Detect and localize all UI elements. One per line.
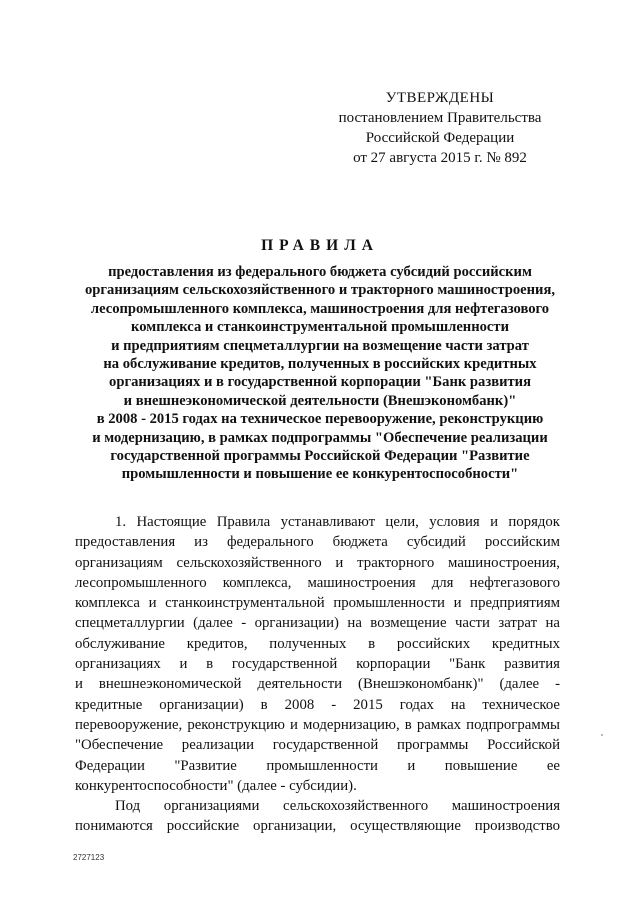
subtitle-line: промышленности и повышение ее конкурентоспособности" (121, 466, 519, 483)
subtitle-line: лесопромышленного комплекса, машиностроения для нефтегазового (90, 300, 550, 317)
subtitle-line: в 2008 - 2015 годах на техническое перевооружение, реконструкцию (96, 411, 544, 428)
document-subtitle (60, 263, 580, 484)
document-code: 2727123 (73, 853, 105, 862)
body-text (75, 512, 560, 837)
paragraph-line: 1. Настоящие Правила устанавливают цели, условия и порядок (115, 514, 560, 530)
paragraph-line: лесопромышленного комплекса, машиностроения для нефтегазового (75, 574, 560, 591)
paragraph-2 (75, 796, 560, 837)
approval-line-1: постановлением Правительства (338, 110, 542, 126)
scan-dot (601, 734, 603, 736)
paragraph-line: спецметаллургии (далее - организации) на возмещение части затрат на (75, 615, 560, 632)
subtitle-line: и внешнеэкономической деятельности (Внешэкономбанк)" (123, 392, 517, 409)
paragraph-line: организациях и в государственной корпорации "Банк развития (75, 656, 560, 673)
paragraph-line: кредитные организации) в 2008 - 2015 годах на техническое (75, 696, 560, 713)
paragraph-line: "Обеспечение реализации государственной программы Российской (75, 737, 560, 754)
subtitle-line: организациям сельскохозяйственного и тракторного машиностроения, (85, 282, 555, 299)
paragraph-line: Под организациями сельскохозяйственного машиностроения (115, 798, 560, 815)
paragraph-line: перевооружение, реконструкцию и модернизацию, в рамках подпрограммы (75, 716, 560, 733)
paragraph-line: комплекса и станкоинструментальной промышленности и предприятиям (75, 595, 560, 612)
paragraph-line: понимаются российские организации, осуществляющие производство (75, 818, 560, 835)
paragraph-line: и внешнеэкономической деятельности (Внешэкономбанк)" (далее - (75, 676, 560, 693)
approval-line-2: Российской Федерации (365, 130, 515, 146)
paragraph-line: Федерации "Развитие промышленности и повышение ее (75, 757, 560, 774)
paragraph-1 (75, 512, 560, 796)
paragraph-line: обслуживание кредитов, полученных в российских кредитных (75, 635, 560, 652)
subtitle-line: и модернизацию, в рамках подпрограммы "Обеспечение реализации (92, 429, 548, 446)
approval-block (330, 88, 550, 168)
subtitle-line: организациях и в государственной корпорации "Банк развития (109, 374, 531, 391)
subtitle-line: и предприятиям спецметаллургии на возмещение части затрат (111, 337, 529, 354)
paragraph-line: конкурентоспособности" (далее - субсидии). (75, 777, 357, 794)
document-title: ПРАВИЛА (261, 237, 379, 254)
subtitle-line: государственной программы Российской Федерации "Развитие (110, 448, 530, 465)
approval-label: УТВЕРЖДЕНЫ (385, 90, 495, 106)
subtitle-line: на обслуживание кредитов, полученных в российских кредитных (103, 356, 537, 373)
subtitle-line: предоставления из федерального бюджета субсидий российским (108, 264, 532, 280)
approval-line-3: от 27 августа 2015 г. № 892 (353, 150, 527, 166)
subtitle-line: комплекса и станкоинструментальной промышленности (131, 319, 509, 336)
paragraph-line: организациям сельскохозяйственного и тракторного машиностроения, (75, 554, 560, 571)
paragraph-line: предоставления из федерального бюджета субсидий российским (75, 534, 560, 551)
